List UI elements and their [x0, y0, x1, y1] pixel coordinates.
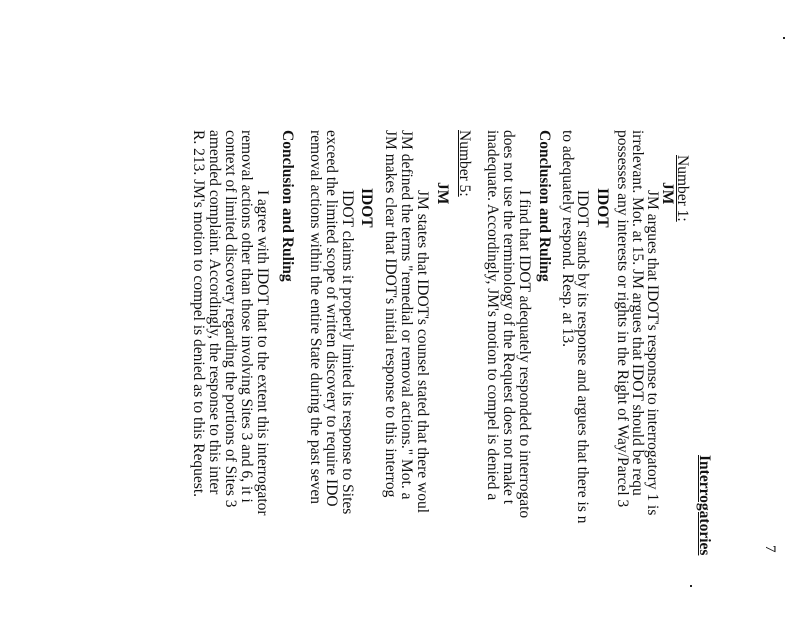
- page-number: 7: [762, 545, 778, 553]
- number-1-idot-heading: IDOT: [594, 188, 611, 228]
- number-5-conclusion-line-1: I agree with IDOT that to the extent this interrogator: [254, 190, 271, 516]
- number-5-heading: Number 5:: [456, 130, 473, 197]
- number-5-jm-line-3: JM makes clear that IDOT's initial response to this interrog: [382, 130, 399, 498]
- number-5-conclusion-line-2: removal actions other than those involving Sites 3 and 6, it i: [238, 130, 255, 503]
- number-5-conclusion-line-4: amended complaint. Accordingly, the response to this inter: [206, 130, 223, 495]
- number-1-conclusion-heading: Conclusion and Ruling: [536, 130, 553, 282]
- number-5-conclusion-line-3: context of limited discovery regarding the portions of Sites 3: [222, 130, 239, 508]
- number-1-heading: Number 1:: [674, 155, 691, 222]
- number-5-idot-heading: IDOT: [358, 188, 375, 228]
- number-5-jm-line-1: JM states that IDOT's counsel stated that there woul: [414, 190, 431, 514]
- number-5-jm-line-2: JM defined the terms "remedial or removal actions." Mot. a: [398, 130, 415, 500]
- section-title: Interrogatories: [696, 455, 713, 556]
- number-1-jm-line-3: possesses any interests or rights in the Right of Way/Parcel 3: [614, 130, 631, 508]
- number-1-jm-line-2: irrelevant. Mot. at 15. JM argues that IDOT should be requ: [629, 130, 646, 496]
- number-1-idot-line-1: IDOT stands by its response and argues that there is n: [574, 190, 591, 524]
- number-1-jm-line-1: JM argues that IDOT's response to interrogatory 1 is: [644, 190, 661, 516]
- number-5-jm-heading: JM: [434, 182, 451, 205]
- number-1-conclusion-line-1: I find that IDOT adequately responded to interrogato: [516, 190, 533, 519]
- scan-speck: [783, 37, 785, 39]
- number-5-idot-line-3: removal actions within the entire State during the past seven: [307, 130, 324, 505]
- number-1-conclusion-line-3: inadequate. Accordingly, JM's motion to compel is denied a: [484, 130, 501, 501]
- number-5-conclusion-line-5: R. 213. JM's motion to compel is denied as to this Request.: [190, 130, 207, 498]
- number-5-conclusion-heading: Conclusion and Ruling: [279, 130, 296, 282]
- scan-speck: [690, 585, 692, 587]
- number-1-idot-line-2: to adequately respond. Resp. at 13.: [559, 130, 576, 347]
- number-5-idot-line-1: IDOT claims it properly limited its response to Sites: [339, 190, 356, 515]
- number-1-jm-heading: JM: [659, 182, 676, 205]
- number-1-conclusion-line-2: does not use the terminology of the Request does not make t: [500, 130, 517, 505]
- number-5-idot-line-2: exceed the limited scope of written discovery to require IDO: [323, 130, 340, 507]
